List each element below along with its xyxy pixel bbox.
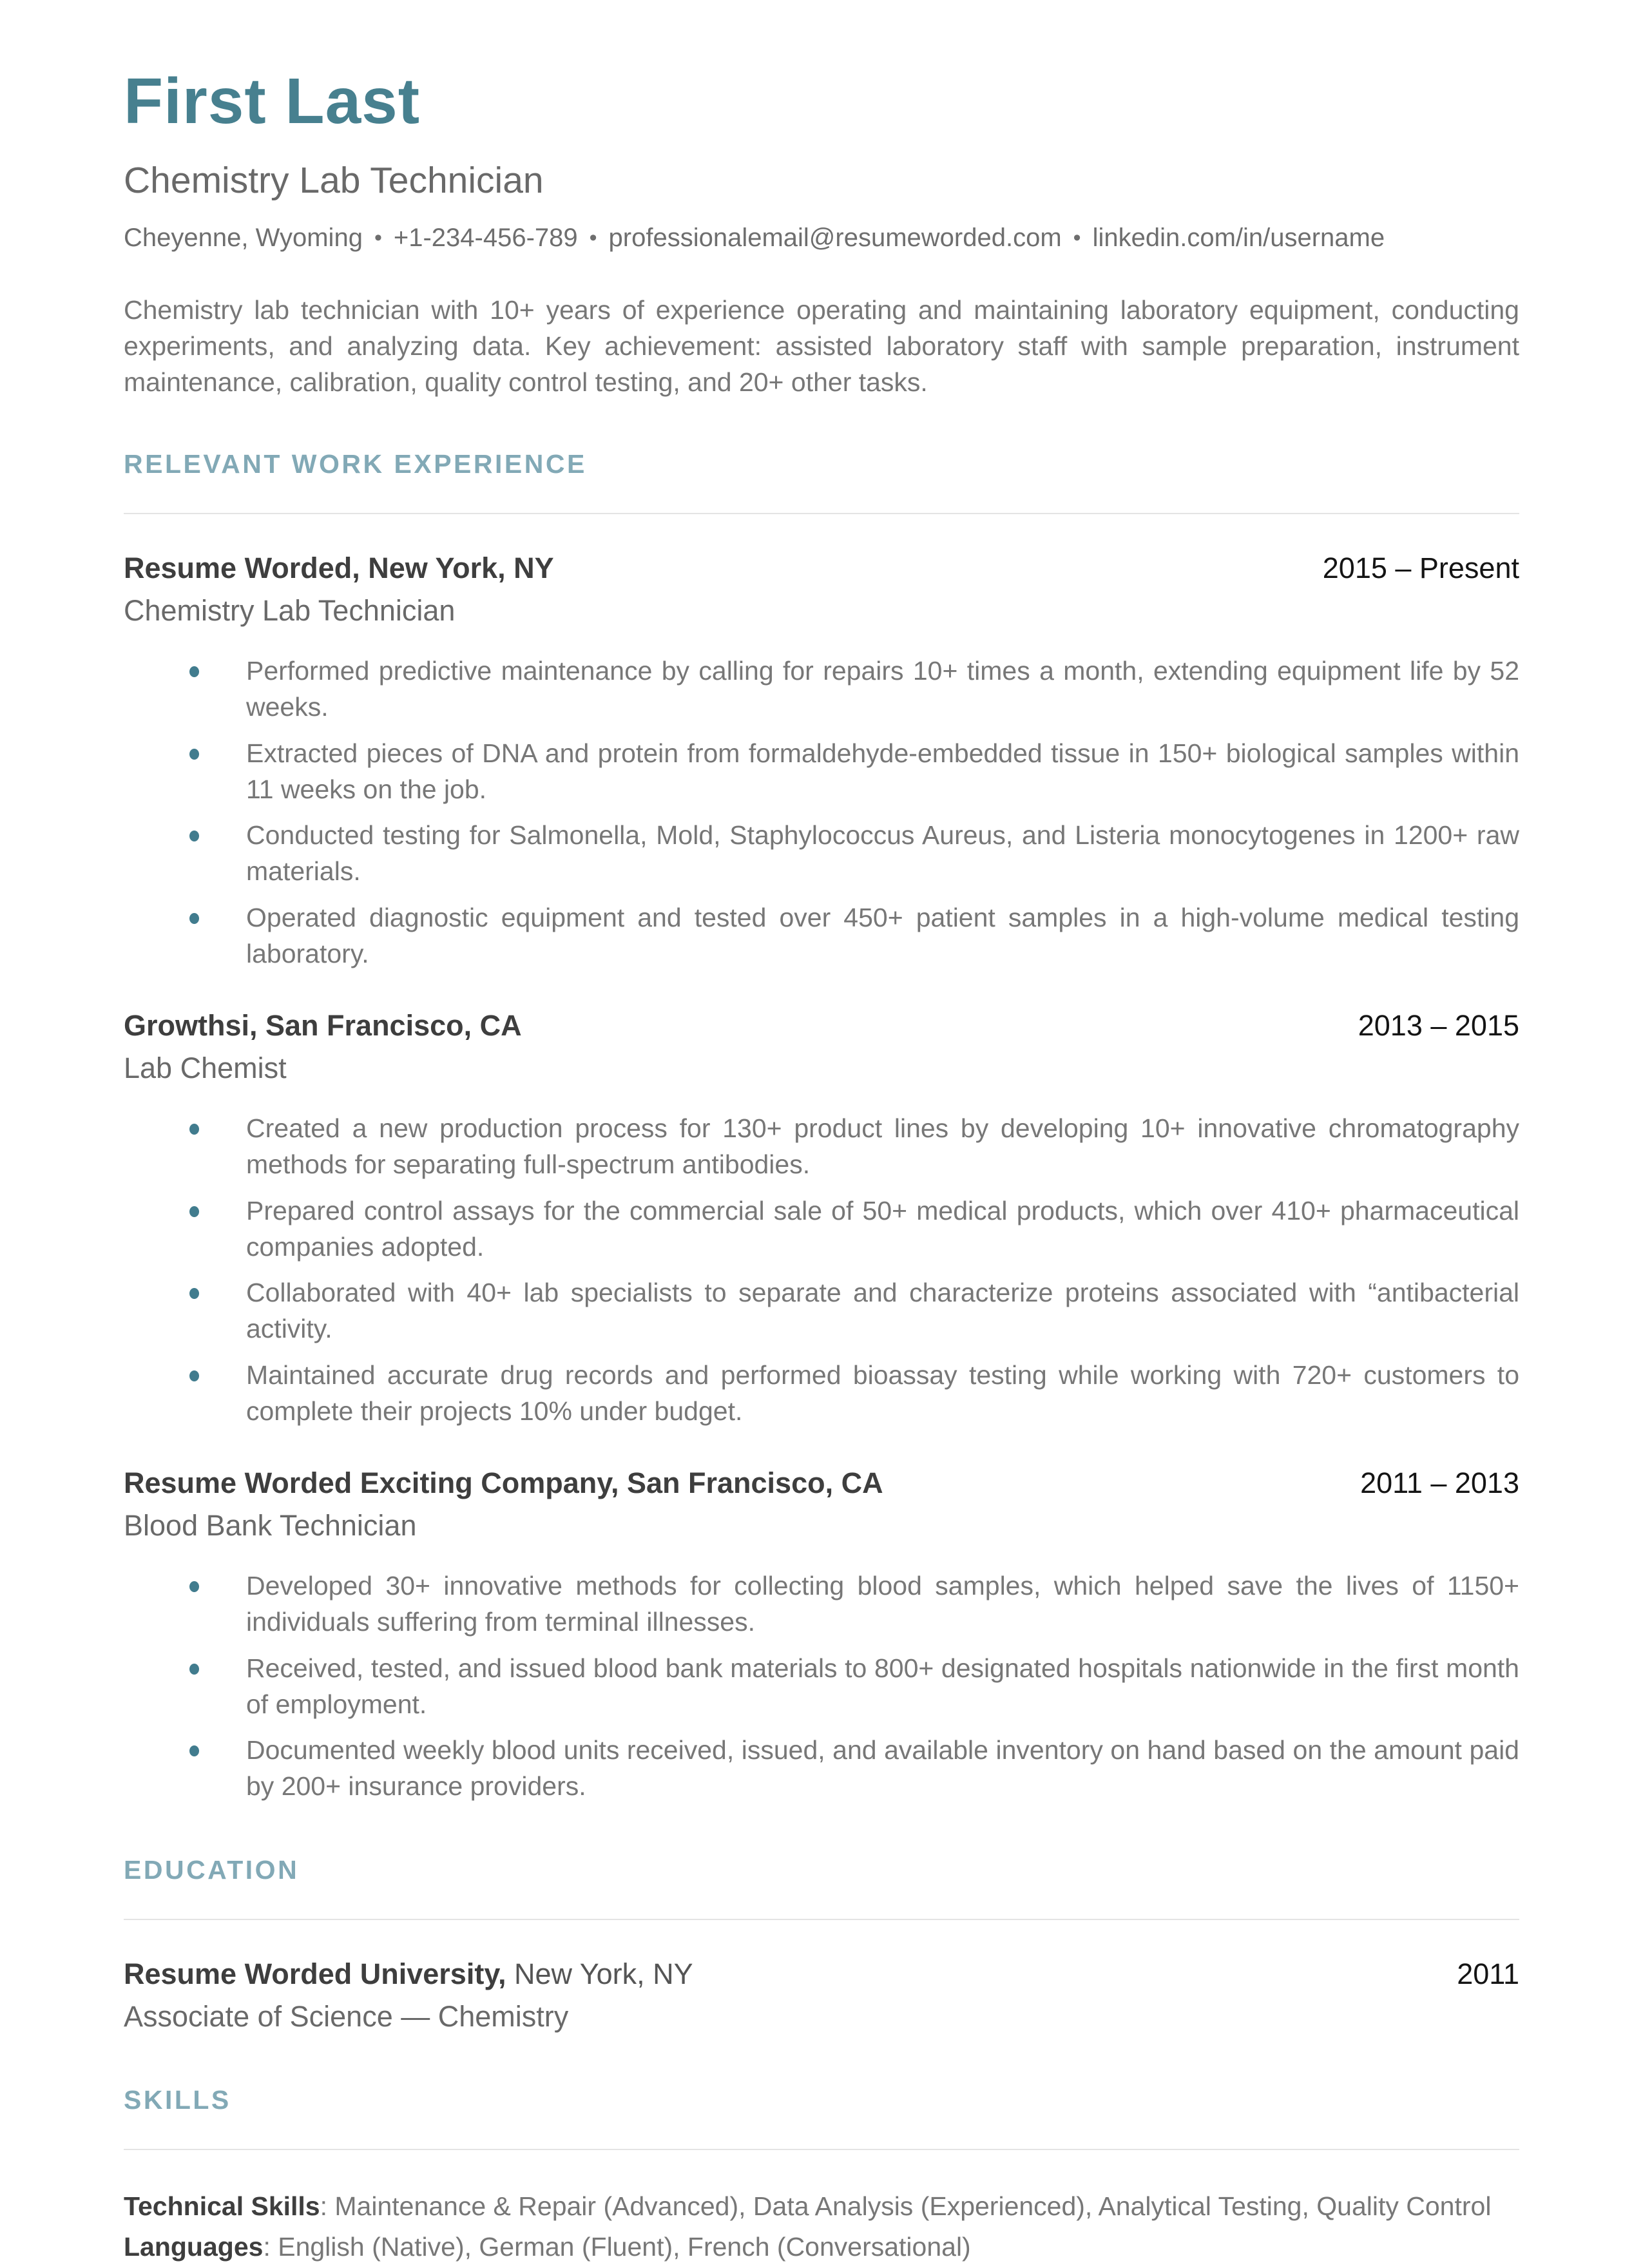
contact-separator: • (1073, 226, 1081, 250)
bullet-icon (189, 1370, 199, 1381)
bullet-text: Received, tested, and issued blood bank materials to 800+ designated hospitals nationwide in the first month of employment. (246, 1653, 1519, 1719)
bullet-item (124, 1111, 1519, 1183)
experience-heading: RELEVANT WORK EXPERIENCE (124, 449, 587, 479)
bullet-text: Operated diagnostic equipment and tested over 450+ patient samples in a high-volume medical testing laboratory. (246, 902, 1519, 968)
skills-block (124, 2186, 1519, 2268)
contact-email: professionalemail@resumeworded.com (608, 224, 1062, 252)
skills-label: Technical Skills (124, 2191, 320, 2221)
job-entry (124, 1466, 1519, 1805)
section-divider (124, 1919, 1519, 1920)
contact-location: Cheyenne, Wyoming (124, 224, 363, 252)
job-role: Lab Chemist (124, 1052, 287, 1085)
candidate-headline: Chemistry Lab Technician (124, 160, 544, 201)
bullet-text: Extracted pieces of DNA and protein from formaldehyde-embedded tissue in 150+ biological samples within 11 weeks on the job. (246, 738, 1519, 804)
bullet-list (124, 1568, 1519, 1805)
job-dates: 2013 – 2015 (1358, 1009, 1519, 1043)
bullet-item (124, 736, 1519, 808)
bullet-item (124, 1193, 1519, 1265)
bullet-text: Documented weekly blood units received, issued, and available inventory on hand based on the amount paid by 200+ insurance providers. (246, 1735, 1519, 1801)
bullet-text: Created a new production process for 130+ product lines by developing 10+ innovative chromatography methods for separating full-spectrum antibodies. (246, 1113, 1519, 1179)
school-location: New York, NY (506, 1957, 693, 1990)
bullet-list (124, 1111, 1519, 1429)
bullet-icon (189, 913, 199, 924)
summary-paragraph: Chemistry lab technician with 10+ years of experience operating and maintaining laboratory equipment, conducting experiments, and analyzing data. Key achievement: assisted laboratory staff with sample preparation, instrument maintenance, calibration, quality control testing, and 20+ other tasks. (124, 295, 1519, 397)
skills-row (124, 2227, 1519, 2268)
job-role: Blood Bank Technician (124, 1509, 417, 1542)
skills-row (124, 2186, 1519, 2227)
bullet-text: Collaborated with 40+ lab specialists to separate and characterize proteins associated with “antibacterial activity. (246, 1278, 1519, 1343)
section-experience (124, 449, 1519, 1805)
bullet-item (124, 1568, 1519, 1640)
education-date: 2011 (1457, 1957, 1519, 1990)
bullet-icon (189, 1124, 199, 1135)
contact-linkedin: linkedin.com/in/username (1092, 224, 1385, 252)
bullet-icon (189, 831, 199, 841)
contact-phone: +1-234-456-789 (393, 224, 578, 252)
bullet-icon (189, 666, 199, 677)
contact-line (124, 224, 1519, 253)
bullet-item (124, 1275, 1519, 1347)
bullet-icon (189, 1664, 199, 1675)
bullet-item (124, 653, 1519, 726)
section-divider (124, 513, 1519, 514)
bullet-text: Developed 30+ innovative methods for collecting blood samples, which helped save the lives of 1150+ individuals suffering from terminal illnesses. (246, 1571, 1519, 1637)
bullet-list (124, 653, 1519, 972)
skills-value: : English (Native), German (Fluent), French (Conversational) (263, 2232, 971, 2262)
candidate-name: First Last (124, 65, 421, 137)
job-entry (124, 1009, 1519, 1429)
bullet-icon (189, 1581, 199, 1592)
school-name-bold: Resume Worded University, (124, 1957, 506, 1990)
bullet-text: Maintained accurate drug records and performed bioassay testing while working with 720+ customers to complete their projects 10% under budget. (246, 1360, 1519, 1426)
section-education (124, 1855, 1519, 2033)
bullet-item (124, 1733, 1519, 1805)
skills-value: : Maintenance & Repair (Advanced), Data Analysis (Experienced), Analytical Testing, Quality Control (320, 2191, 1492, 2221)
bullet-text: Conducted testing for Salmonella, Mold, Staphylococcus Aureus, and Listeria monocytogenes in 1200+ raw materials. (246, 820, 1519, 886)
bullet-text: Prepared control assays for the commercial sale of 50+ medical products, which over 410+ pharmaceutical companies adopted. (246, 1195, 1519, 1262)
bullet-icon (189, 1288, 199, 1299)
job-entry (124, 552, 1519, 972)
company-name: Resume Worded, New York, NY (124, 552, 554, 585)
skills-label: Languages (124, 2232, 264, 2262)
section-divider (124, 2149, 1519, 2150)
job-role: Chemistry Lab Technician (124, 594, 456, 628)
bullet-item (124, 900, 1519, 972)
bullet-item (124, 1651, 1519, 1723)
bullet-icon (189, 1745, 199, 1756)
job-dates: 2015 – Present (1322, 552, 1519, 585)
contact-separator: • (374, 226, 382, 250)
bullet-icon (189, 1206, 199, 1217)
job-dates: 2011 – 2013 (1360, 1466, 1519, 1500)
bullet-item (124, 1358, 1519, 1430)
school-name (124, 1957, 693, 1991)
skills-heading: SKILLS (124, 2084, 231, 2115)
bullet-icon (189, 749, 199, 760)
company-name: Growthsi, San Francisco, CA (124, 1009, 522, 1043)
degree: Associate of Science — Chemistry (124, 1999, 569, 2033)
company-name: Resume Worded Exciting Company, San Francisco, CA (124, 1466, 883, 1500)
section-skills (124, 2085, 1519, 2268)
bullet-text: Performed predictive maintenance by calling for repairs 10+ times a month, extending equipment life by 52 weeks. (246, 656, 1519, 722)
education-heading: EDUCATION (124, 1854, 300, 1885)
bullet-item (124, 818, 1519, 890)
contact-separator: • (589, 226, 597, 250)
education-entry (124, 1957, 1519, 2033)
